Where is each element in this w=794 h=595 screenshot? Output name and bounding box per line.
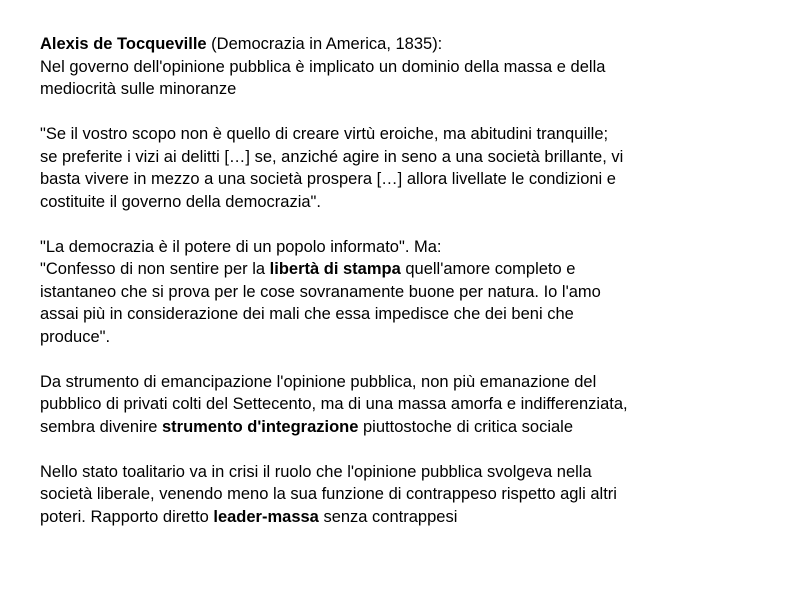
- paragraph-press-freedom: [40, 236, 770, 349]
- text-line: Nel governo dell'opinione pubblica è implicato un dominio della massa e della: [40, 57, 606, 76]
- text-fragment: "Confesso di non sentire per la: [40, 260, 270, 278]
- emphasis-leader-mass: leader-massa: [213, 507, 319, 526]
- text-fragment: sembra divenire: [40, 417, 162, 436]
- author-name: Alexis de Tocqueville: [40, 35, 207, 53]
- paragraph-tocqueville-intro: [40, 33, 770, 101]
- text-fragment: quell'amore completo e: [400, 260, 576, 278]
- paragraph-quote-democracy: [40, 123, 770, 213]
- text-line: pubblico di privati colti del Settecento, ma di una massa amorfa e indifferenziata,: [40, 395, 628, 413]
- work-reference: (Democrazia in America, 1835):: [206, 35, 443, 53]
- emphasis-integration: strumento d'integrazione: [161, 417, 359, 436]
- text-fragment: senza contrappesi: [318, 507, 458, 526]
- paragraph-integration: [40, 371, 770, 439]
- text-line: Nello stato toalitario va in crisi il ruolo che l'opinione pubblica svolgeva nella: [40, 462, 592, 481]
- text-line: mediocrità sulle minoranze: [40, 80, 237, 98]
- text-line: "Se il vostro scopo non è quello di creare virtù eroiche, ma abitudini tranquille;: [40, 125, 609, 143]
- paragraph-totalitarian: [40, 461, 770, 529]
- text-line: società liberale, venendo meno la sua funzione di contrappeso rispetto agli altri: [40, 485, 617, 503]
- slide-content: [40, 33, 770, 528]
- text-line: istantaneo che si prova per le cose sovranamente buone per natura. Io l'amo: [40, 282, 601, 301]
- text-line: costituite il governo della democrazia".: [40, 192, 321, 211]
- text-line: se preferite i vizi ai delitti […] se, anziché agire in seno a una società brillante, vi: [40, 147, 624, 166]
- text-line: "La democrazia è il potere di un popolo informato". Ma:: [40, 237, 442, 256]
- emphasis-press-freedom: libertà di stampa: [269, 260, 401, 278]
- text-line: produce".: [40, 327, 111, 346]
- text-fragment: poteri. Rapporto diretto: [40, 507, 214, 526]
- text-line: basta vivere in mezzo a una società prospera […] allora livellate le condizioni e: [40, 170, 616, 188]
- text-fragment: piuttostoche di critica sociale: [358, 417, 574, 436]
- text-line: assai più in considerazione dei mali che essa impedisce che dei beni che: [40, 305, 574, 323]
- text-line: Da strumento di emancipazione l'opinione pubblica, non più emanazione del: [40, 372, 597, 391]
